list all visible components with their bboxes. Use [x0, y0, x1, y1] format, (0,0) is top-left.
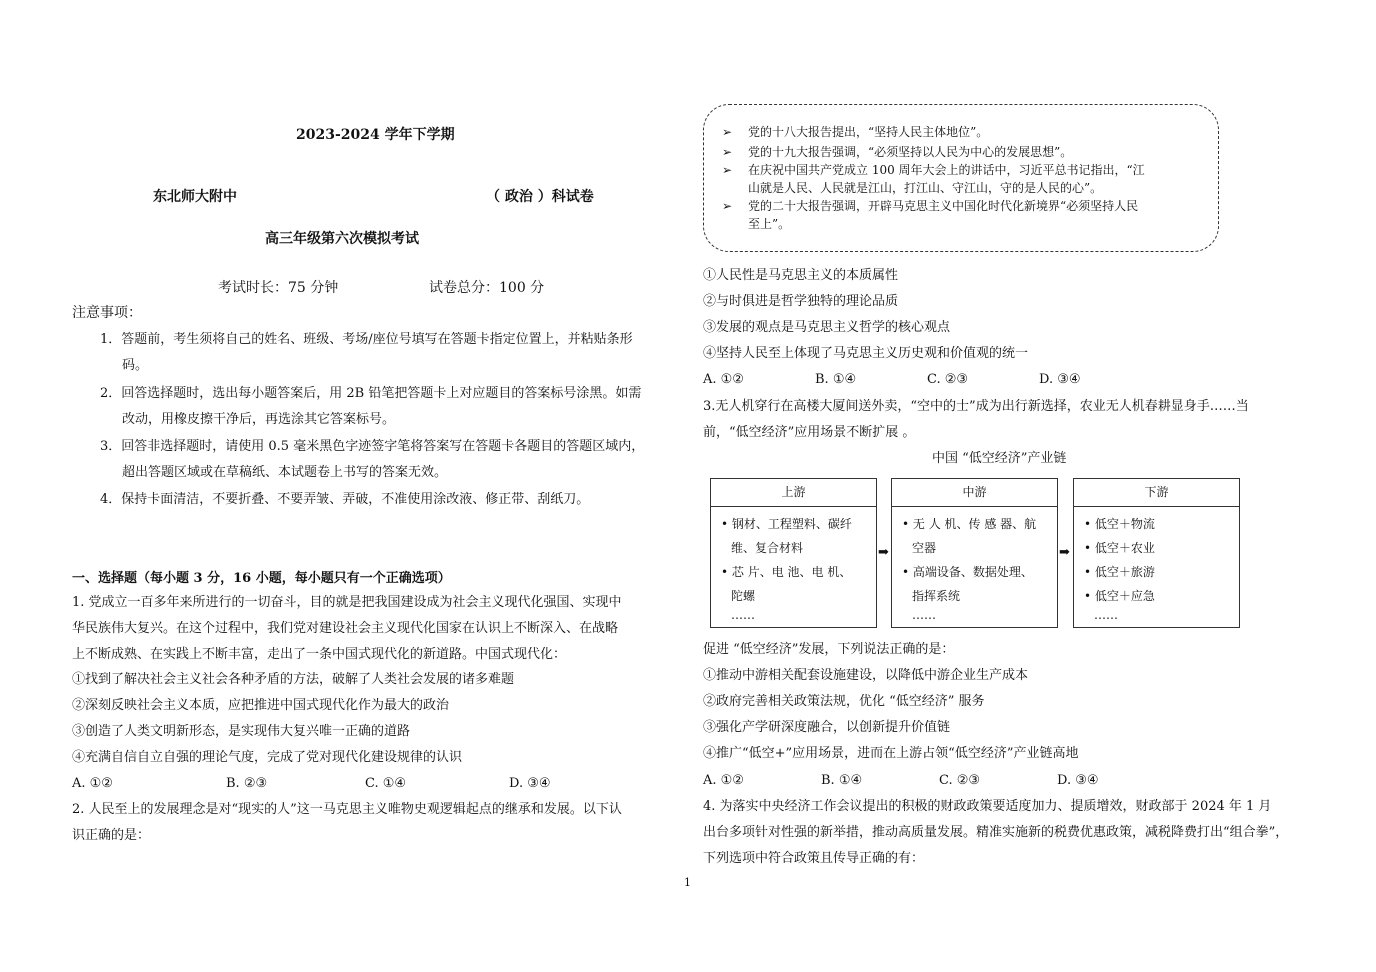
note-item-2: 2．回答选择题时，选出每小题答案后，用 2B 铅笔把答题卡上对应题目的答案标号涂黑。如需	[100, 386, 642, 401]
chain-midstream-item-4: 指挥系统	[912, 589, 961, 603]
chain-upstream-item-3: • 芯 片、电 池、电 机、	[721, 565, 852, 579]
q2-option-3: ③发展的观点是马克思主义哲学的核心观点	[703, 320, 951, 335]
chain-upstream	[710, 478, 877, 628]
q2-option-1: ①人民性是马克思主义的本质属性	[703, 268, 899, 283]
quote-box	[703, 104, 1219, 252]
q3-stem: 促进 “低空经济”发展，下列说法正确的是：	[703, 642, 955, 657]
quote-item-3-cont: 山就是人民、人民就是江山，打江山、守江山，守的是人民的心”。	[748, 181, 1103, 195]
quote-text-4: 党的二十大报告强调，开辟马克思主义中国化时代化新境界“必须坚持人民	[748, 199, 1139, 213]
q2-option-4: ④坚持人民至上体现了马克思主义历史观和价值观的统一	[703, 346, 1029, 361]
quote-item-1	[722, 123, 988, 141]
q2-line-1: 2. 人民至上的发展理念是对“现实的人”这一马克思主义唯物史观逻辑起点的继承和发展。以下认	[72, 802, 622, 817]
q1-option-3: ③创造了人类文明新形态，是实现伟大复兴唯一正确的道路	[72, 724, 411, 739]
quote-text-1: 党的十八大报告提出，“坚持人民主体地位”。	[748, 125, 989, 139]
chain-midstream-item-5: ……	[912, 608, 936, 622]
right-arrow-icon: ➡	[1059, 545, 1070, 560]
note-item-3-cont: 超出答题区域或在草稿纸、本试题卷上书写的答案无效。	[122, 465, 448, 480]
chain-downstream	[1073, 478, 1240, 628]
q1-option-2: ②深刻反映社会主义本质，应把推进中国式现代化作为最大的政治	[72, 698, 450, 713]
q1-option-4: ④充满自信自立自强的理论气度，完成了党对现代化建设规律的认识	[72, 750, 463, 765]
quote-item-2	[722, 143, 1072, 161]
chain-midstream-body	[892, 507, 1057, 622]
chain-midstream-head: 中游	[892, 479, 1057, 507]
arrowhead-bullet-icon: ➢	[722, 125, 733, 139]
chain-title: 中国 “低空经济”产业链	[932, 451, 1067, 466]
q2-line-2: 识正确的是：	[72, 828, 151, 843]
quote-item-4	[722, 197, 1138, 215]
q3-option-4: ④推广“低空+”应用场景，进而在上游占领“低空经济”产业链高地	[703, 746, 1079, 761]
chain-downstream-item-2: • 低空＋农业	[1084, 541, 1155, 555]
q2-option-2: ②与时俱进是哲学独特的理论品质	[703, 294, 899, 309]
arrowhead-bullet-icon: ➢	[722, 199, 733, 213]
q1-choice-a: A. ①②	[72, 776, 113, 791]
q1-line-3: 上不断成熟、在实践上不断丰富，走出了一条中国式现代化的新道路。中国式现代化：	[72, 647, 567, 662]
note-item-1-cont: 码。	[122, 358, 149, 373]
chain-midstream-item-2: 空器	[912, 541, 937, 555]
q4-line-2: 出台多项针对性强的新举措，推动高质量发展。精准实施新的税费优惠政策，减税降费打出“组合拳”，	[703, 825, 1289, 840]
section-title: 一、选择题（每小题 3 分，16 小题，每小题只有一个正确选项）	[72, 571, 451, 586]
q1-choice-c: C. ①④	[365, 776, 407, 791]
chain-midstream	[891, 478, 1058, 628]
q2-choice-d: D. ③④	[1039, 372, 1081, 387]
chain-midstream-item-3: • 高端设备、数据处理、	[902, 565, 1033, 579]
q3-choice-d: D. ③④	[1057, 773, 1099, 788]
quote-text-3: 在庆祝中国共产党成立 100 周年大会上的讲话中，习近平总书记指出，“江	[748, 163, 1145, 177]
note-item-2-cont: 改动，用橡皮擦干净后，再选涂其它答案标号。	[122, 412, 396, 427]
chain-downstream-item-3: • 低空＋旅游	[1084, 565, 1155, 579]
chain-upstream-item-2: 维、复合材料	[731, 541, 804, 555]
chain-upstream-head: 上游	[711, 479, 876, 507]
notes-title: 注意事项：	[72, 305, 142, 321]
q4-line-3: 下列选项中符合政策且传导正确的有：	[703, 851, 925, 866]
arrowhead-bullet-icon: ➢	[722, 145, 733, 159]
chain-downstream-item-4: • 低空＋应急	[1084, 589, 1155, 603]
q3-choice-c: C. ②③	[939, 773, 981, 788]
chain-upstream-item-1: • 钢材、工程塑料、碳纤	[721, 517, 852, 531]
note-item-4: 4．保持卡面清洁，不要折叠、不要弄皱、弄破，不准使用涂改液、修正带、刮纸刀。	[100, 492, 590, 507]
page-number: 1	[684, 876, 691, 889]
q3-choice-a: A. ①②	[703, 773, 744, 788]
q3-option-1: ①推动中游相关配套设施建设，以降低中游企业生产成本	[703, 668, 1029, 683]
note-item-3: 3．回答非选择题时，请使用 0.5 毫米黑色字迹签字笔将答案写在答题卡各题目的答题区域内，	[100, 439, 645, 454]
q3-choice-b: B. ①④	[821, 773, 863, 788]
chain-downstream-item-5: ……	[1094, 608, 1118, 622]
exam-duration: 考试时长：75 分钟	[218, 280, 339, 296]
note-item-1: 1．答题前，考生须将自己的姓名、班级、考场/座位号填写在答题卡指定位置上，并粘贴条形	[100, 332, 633, 347]
arrowhead-bullet-icon: ➢	[722, 163, 733, 177]
right-arrow-icon: ➡	[878, 545, 889, 560]
quote-item-3	[722, 161, 1145, 179]
q2-choice-c: C. ②③	[927, 372, 969, 387]
q1-line-1: 1. 党成立一百多年来所进行的一切奋斗，目的就是把我国建设成为社会主义现代化强国、实现中	[72, 595, 622, 610]
chain-downstream-body	[1074, 507, 1239, 622]
quote-item-4-cont: 至上”。	[748, 217, 791, 231]
quote-text-2: 党的十九大报告强调，“必须坚持以人民为中心的发展思想”。	[748, 145, 1073, 159]
subject-title: （ 政治 ）科试卷	[486, 189, 594, 205]
q3-line-1: 3.无人机穿行在高楼大厦间送外卖，“空中的士”成为出行新选择，农业无人机春耕显身手……当	[703, 399, 1249, 414]
chain-upstream-item-4: 陀螺	[731, 589, 756, 603]
q1-choice-d: D. ③④	[509, 776, 551, 791]
q3-line-2: 前，“低空经济”应用场景不断扩展 。	[703, 425, 916, 440]
chain-midstream-item-1: • 无 人 机、传 感 器、航	[902, 517, 1037, 531]
q3-option-2: ②政府完善相关政策法规，优化 “低空经济” 服务	[703, 694, 985, 709]
q1-line-2: 华民族伟大复兴。在这个过程中，我们党对建设社会主义现代化国家在认识上不断深入、在战略	[72, 621, 619, 636]
exam-title: 高三年级第六次模拟考试	[265, 231, 419, 247]
q3-option-3: ③强化产学研深度融合，以创新提升价值链	[703, 720, 951, 735]
chain-downstream-head: 下游	[1074, 479, 1239, 507]
q2-choice-a: A. ①②	[703, 372, 744, 387]
q4-line-1: 4. 为落实中央经济工作会议提出的积极的财政政策要适度加力、提质增效，财政部于 2024 年 1 月	[703, 799, 1272, 814]
q1-choice-b: B. ②③	[226, 776, 268, 791]
chain-downstream-item-1: • 低空＋物流	[1084, 517, 1155, 531]
q2-choice-b: B. ①④	[815, 372, 857, 387]
chain-upstream-body	[711, 507, 876, 622]
q1-option-1: ①找到了解决社会主义社会各种矛盾的方法，破解了人类社会发展的诸多难题	[72, 672, 515, 687]
exam-total: 试卷总分：100 分	[429, 280, 545, 296]
year-term: 2023-2024 学年下学期	[296, 127, 455, 143]
chain-upstream-item-5: ……	[731, 608, 755, 622]
school-name: 东北师大附中	[153, 189, 237, 205]
